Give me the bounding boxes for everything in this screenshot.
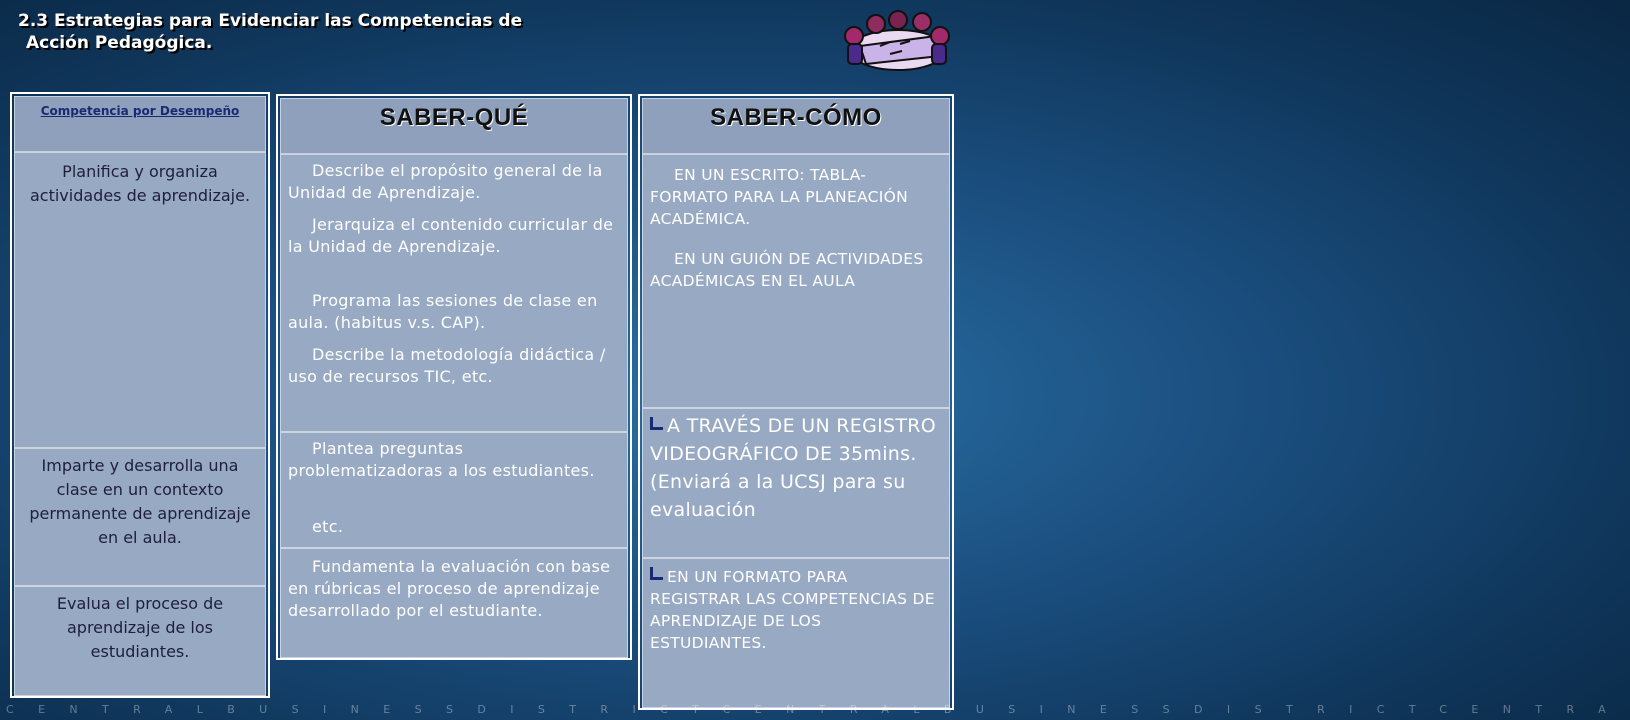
saber-como-group-3 (642, 558, 950, 708)
saber-que-heading: SABER-QUÉ (379, 104, 529, 131)
saber-como-group-1 (642, 154, 950, 408)
saber-como-header-cell (642, 98, 950, 154)
saber-que-item: Jerarquiza el contenido curricular de la Unidad de Aprendizaje. (288, 215, 614, 256)
saber-que-item: Describe la metodología didáctica / uso de recursos TIC, etc. (288, 345, 606, 386)
saber-que-group-2 (280, 432, 628, 548)
competencia-row-1-text: Planifica y organiza actividades de aprendizaje. (29, 162, 251, 205)
saber-como-item: EN UN GUIÓN DE ACTIVIDADES ACADÉMICAS EN EL AULA (650, 250, 924, 290)
footer-watermark: CENTRALBUSINESSDISTRICTCENTRALBUSINESSDISTRICTCENTRA (6, 703, 1630, 716)
meeting-people-icon (840, 6, 952, 76)
bullet-icon (650, 567, 663, 580)
saber-que-column (276, 94, 632, 660)
saber-que-item: Fundamenta la evaluación con base en rúbricas el proceso de aprendizaje desarrollado por el estudiante. (288, 557, 611, 620)
saber-como-item: EN UN ESCRITO: TABLA-FORMATO PARA LA PLANEACIÓN ACADÉMICA. (650, 166, 909, 228)
competencia-row-2-text: Imparte y desarrolla una clase en un contexto permanente de aprendizaje en el aula. (29, 456, 251, 547)
saber-que-group-1 (280, 154, 628, 432)
saber-que-item: Programa las sesiones de clase en aula. (habitus v.s. CAP). (288, 291, 598, 332)
saber-como-column (638, 94, 954, 710)
saber-que-group-3 (280, 548, 628, 658)
competencia-row-2 (14, 448, 266, 586)
saber-como-format-item (650, 566, 942, 654)
slide-title-line2: Acción Pedagógica. (26, 33, 213, 53)
saber-como-video-text: A TRAVÉS DE UN REGISTRO VIDEOGRÁFICO DE 35mins.(Enviará a la UCSJ para su evaluación (650, 415, 937, 521)
saber-como-heading: SABER-CÓMO (710, 104, 882, 131)
saber-que-item: etc. (312, 517, 344, 536)
competencia-row-1 (14, 152, 266, 448)
saber-que-item: Describe el propósito general de la Unidad de Aprendizaje. (288, 161, 603, 202)
saber-que-item: Plantea preguntas problematizadoras a los estudiantes. (288, 439, 595, 480)
saber-que-header-cell (280, 98, 628, 154)
competencia-heading: Competencia por Desempeño (40, 104, 240, 118)
competencia-row-3-text: Evalua el proceso de aprendizaje de los estudiantes. (56, 594, 224, 661)
slide-title (18, 10, 638, 54)
saber-como-group-2 (642, 408, 950, 558)
bullet-icon (650, 417, 663, 430)
saber-como-format-text: EN UN FORMATO PARA REGISTRAR LAS COMPETENCIAS DE APRENDIZAJE DE LOS ESTUDIANTES. (650, 568, 935, 652)
competencia-row-3 (14, 586, 266, 696)
competencia-header-cell (14, 96, 266, 152)
slide-title-line1: 2.3 Estrategias para Evidenciar las Competencias de (18, 11, 523, 31)
competencia-column (10, 92, 270, 698)
saber-como-video-item (650, 412, 942, 524)
